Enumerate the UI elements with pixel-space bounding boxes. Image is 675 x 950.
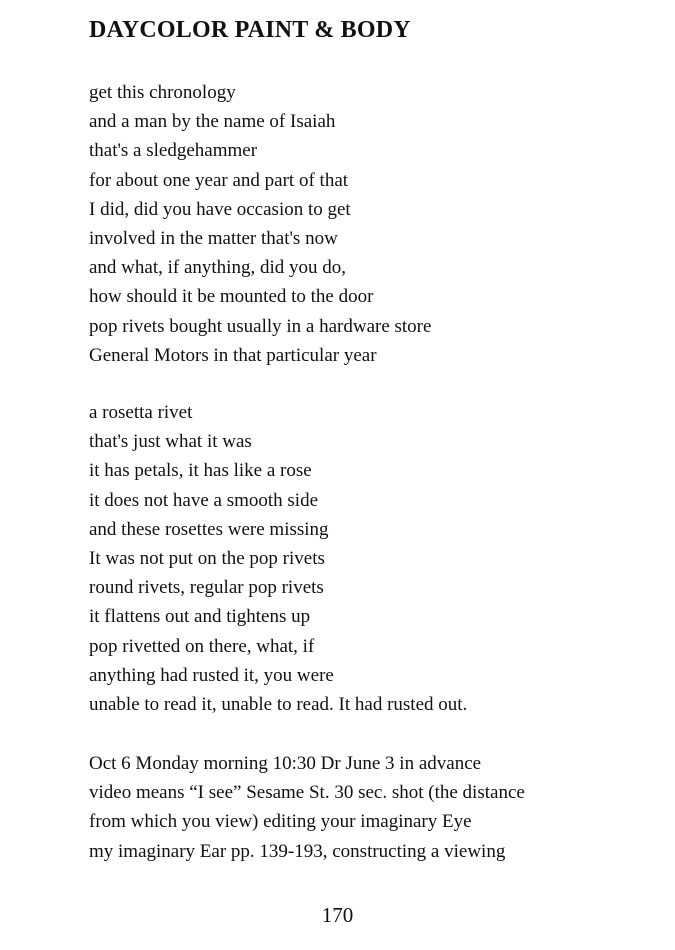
poem-line: for about one year and part of that xyxy=(89,169,349,191)
poem-line: from which you view) editing your imaginary Eye xyxy=(89,811,472,833)
poem-line: anything had rusted it, you were xyxy=(89,664,334,686)
poem-line: a rosetta rivet xyxy=(89,402,193,423)
poem-line: Oct 6 Monday morning 10:30 Dr June 3 in advance xyxy=(89,753,482,774)
poem-line: pop rivetted on there, what, if xyxy=(89,635,315,657)
page-number: 170 xyxy=(321,903,354,927)
stanza-2 xyxy=(89,398,467,719)
poem-line: pop rivets bought usually in a hardware store xyxy=(89,315,432,337)
poem-line: involved in the matter that's now xyxy=(89,228,338,250)
poem-line: that's just what it was xyxy=(89,431,252,453)
poem-line: I did, did you have occasion to get xyxy=(89,198,351,220)
poem-line: that's a sledgehammer xyxy=(89,140,258,162)
poem-line: it does not have a smooth side xyxy=(89,489,319,511)
poem-line: It was not put on the pop rivets xyxy=(89,548,325,570)
poem-line: General Motors in that particular year xyxy=(89,344,377,366)
poem-line: it flattens out and tightens up xyxy=(89,606,311,628)
stanza-3 xyxy=(89,749,525,866)
poem-line: my imaginary Ear pp. 139-193, constructing a viewing xyxy=(89,840,506,862)
poem-line: video means “I see” Sesame St. 30 sec. shot (the distance xyxy=(89,782,525,804)
poem-title: DAYCOLOR PAINT & BODY xyxy=(89,17,411,43)
poem-line: unable to read it, unable to read. It had rusted out. xyxy=(89,694,468,716)
poem-line: get this chronology xyxy=(89,82,236,103)
poem-line: how should it be mounted to the door xyxy=(89,286,374,308)
stanza-1 xyxy=(89,78,431,370)
poem-line: it has petals, it has like a rose xyxy=(89,460,312,482)
poem-line: and what, if anything, did you do, xyxy=(89,257,346,279)
poem-line: round rivets, regular pop rivets xyxy=(89,577,324,599)
poem-line: and a man by the name of Isaiah xyxy=(89,111,336,133)
poem-line: and these rosettes were missing xyxy=(89,518,329,540)
